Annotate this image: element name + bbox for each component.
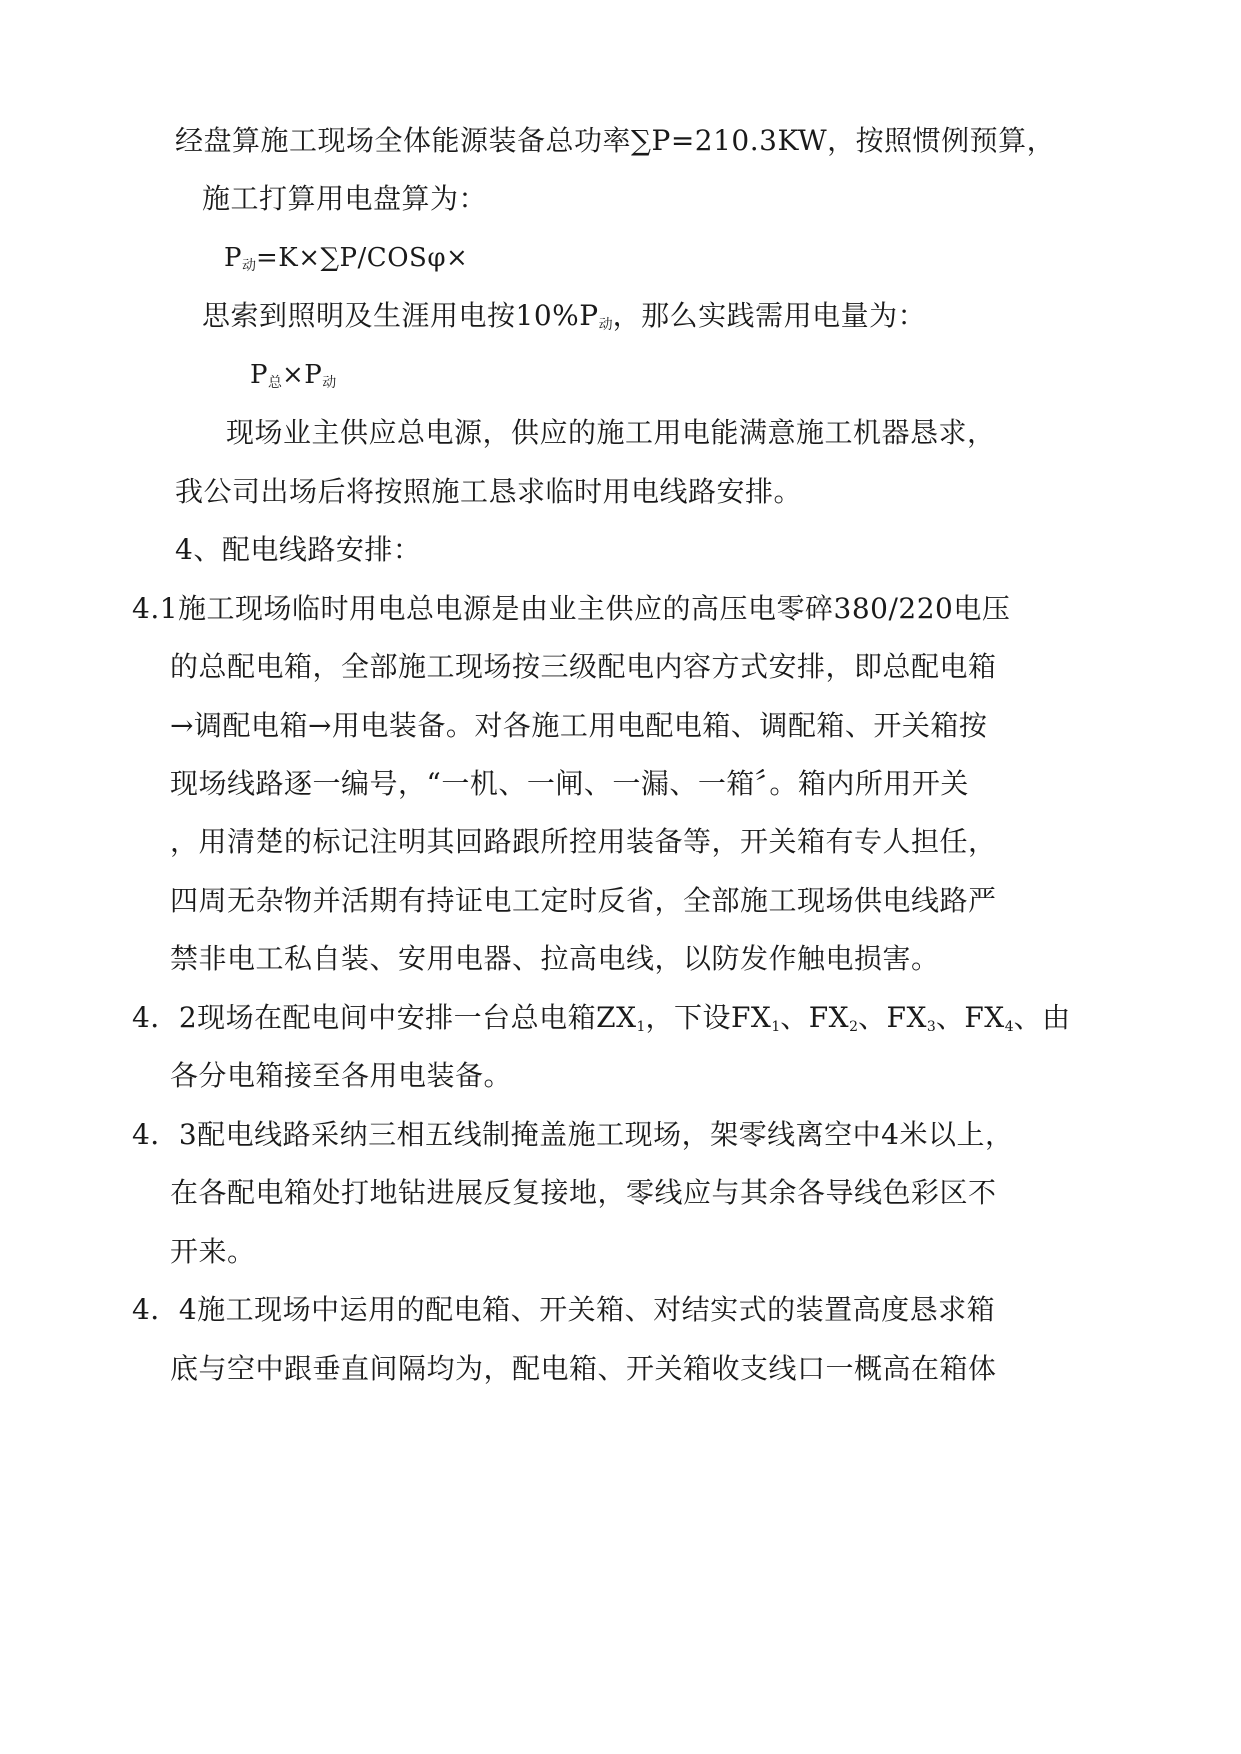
formula-p: P <box>224 243 242 273</box>
lighting-line <box>202 296 926 341</box>
lighting-text: 思索到照明及生涯用电按10%P <box>202 299 599 332</box>
s44-line2: 底与空中跟垂直间隔均为，配电箱、开关箱收支线口一概高在箱体 <box>170 1352 997 1385</box>
s42-line1 <box>132 998 1071 1043</box>
formula-rest: =K×∑P/COSφ× <box>256 243 469 273</box>
total-power-line: 经盘算施工现场全体能源装备总功率∑P=210.3KW，按照惯例预算， <box>175 124 1056 157</box>
formula2-sub1: 总 <box>268 375 282 391</box>
s42-sub5: 4 <box>1004 1019 1014 1035</box>
s42-d: 、FX <box>858 1001 927 1034</box>
s41-line4: 现场线路逐一编号，“一机、一闸、一漏、一箱〞。箱内所用开关 <box>170 767 969 800</box>
s41-line3: →调配电箱→用电装备。对各施工用电配电箱、调配箱、开关箱按 <box>170 709 988 742</box>
owner-supply-line2: 我公司出场后将按照施工恳求临时用电线路安排。 <box>175 475 803 508</box>
s42-a: 4．2现场在配电间中安排一台总电箱ZX <box>132 1001 637 1034</box>
formula2-mid: ×P <box>282 360 323 390</box>
s42-f: 、由 <box>1013 1001 1071 1034</box>
s42-c: 、FX <box>780 1001 850 1034</box>
lighting-sub: 动 <box>598 317 613 333</box>
formula2-sub2: 动 <box>322 375 337 391</box>
s42-sub3: 2 <box>849 1019 859 1035</box>
s42-line2: 各分电箱接至各用电装备。 <box>170 1059 513 1092</box>
demand-formula <box>250 355 336 399</box>
s42-b: ，下设FX <box>645 1001 772 1034</box>
s43-line3: 开来。 <box>170 1235 256 1268</box>
formula-sub-dong: 动 <box>242 258 256 274</box>
s41-line2: 的总配电箱，全部施工现场按三级配电内容方式安排，即总配电箱 <box>170 650 997 683</box>
s42-e: 、FX <box>935 1001 1005 1034</box>
s42-sub1: 1 <box>636 1019 646 1035</box>
formula2-p1: P <box>250 360 268 390</box>
calc-intro-line: 施工打算用电盘算为： <box>202 182 488 215</box>
s43-line2: 在各配电箱处打地钻进展反复接地，零线应与其余各导线色彩区不 <box>170 1176 997 1209</box>
lighting-end: ，那么实践需用电量为： <box>612 299 927 332</box>
s42-sub4: 3 <box>926 1019 936 1035</box>
s42-sub2: 1 <box>771 1019 781 1035</box>
s41-line6: 四周无杂物并活期有持证电工定时反省，全部施工现场供电线路严 <box>170 884 997 917</box>
s43-line1: 4．3配电线路采纳三相五线制掩盖施工现场，架零线离空中4米以上， <box>132 1118 1014 1151</box>
owner-supply-line1: 现场业主供应总电源，供应的施工用电能满意施工机器恳求， <box>226 416 996 449</box>
s41-line1: 4.1施工现场临时用电总电源是由业主供应的高压电零碎380/220电压 <box>132 592 1011 625</box>
power-formula <box>224 238 468 282</box>
s41-line7: 禁非电工私自装、安用电器、拉高电线，以防发作触电损害。 <box>170 942 940 975</box>
s41-line5: ，用清楚的标记注明其回路跟所控用装备等，开关箱有专人担任， <box>170 825 997 858</box>
s44-line1: 4．4施工现场中运用的配电箱、开关箱、对结实式的装置高度恳求箱 <box>132 1293 996 1326</box>
section-heading-4: 4、配电线路安排： <box>175 533 422 566</box>
